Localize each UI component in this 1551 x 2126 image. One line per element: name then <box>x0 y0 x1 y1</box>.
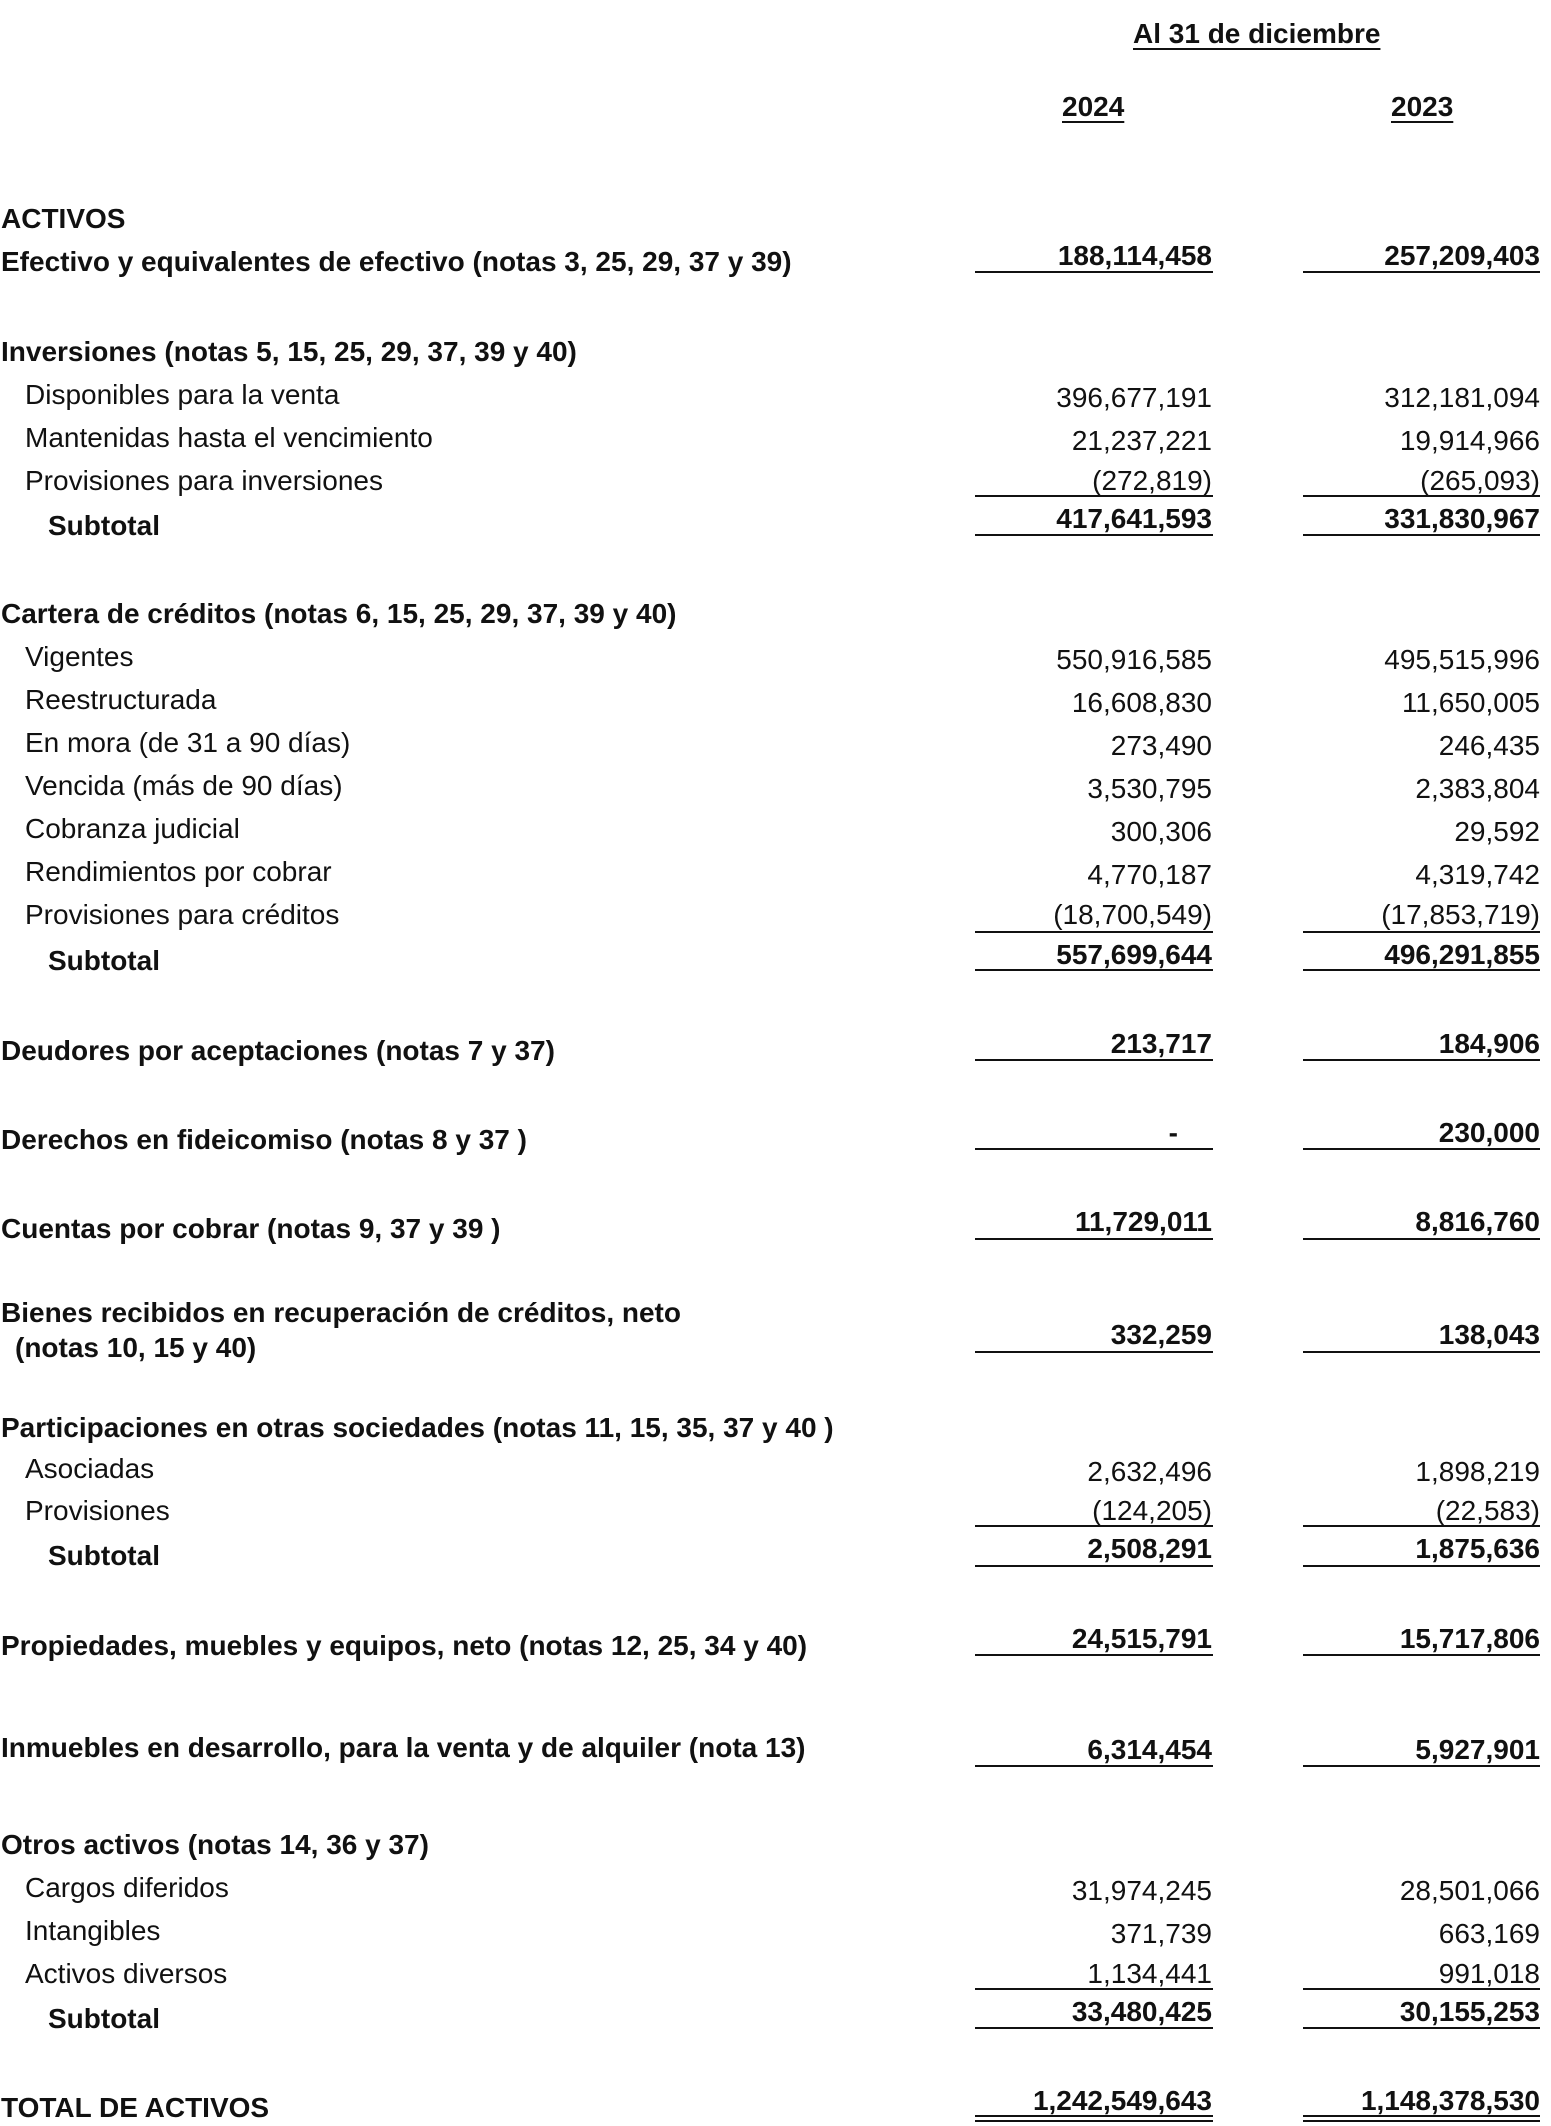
inversiones-item-2023: 312,181,094 <box>1384 382 1540 413</box>
underline <box>1303 1238 1540 1240</box>
underline <box>975 1351 1213 1353</box>
underline <box>1303 1565 1540 1567</box>
inversiones-item-label: Disponibles para la venta <box>25 379 340 410</box>
inversiones-item-label: Mantenidas hasta el vencimiento <box>25 422 433 453</box>
total-2023: 1,148,378,530 <box>1360 2085 1540 2116</box>
underline <box>975 1238 1213 1240</box>
row-efectivo-2023: 257,209,403 <box>1384 240 1540 271</box>
underline <box>975 495 1213 497</box>
underline <box>1303 931 1540 933</box>
underline <box>975 1765 1213 1767</box>
participaciones-item-2024: (124,205) <box>1092 1495 1212 1526</box>
otros-title: Otros activos (notas 14, 36 y 37) <box>1 1829 429 1860</box>
underline <box>1303 1654 1540 1656</box>
row-inmuebles-2024: 6,314,454 <box>1087 1734 1212 1765</box>
inversiones-item-label: Provisiones para inversiones <box>25 465 383 496</box>
underline <box>975 534 1213 536</box>
underline <box>1303 1988 1540 1990</box>
row-deudores-label: Deudores por aceptaciones (notas 7 y 37) <box>1 1035 555 1066</box>
underline <box>1303 1765 1540 1767</box>
participaciones-subtotal-label: Subtotal <box>48 1540 160 1571</box>
cartera-item-2024: 273,490 <box>1110 730 1212 761</box>
row-bienes-2024: 332,259 <box>1110 1319 1212 1350</box>
cartera-subtotal-2024: 557,699,644 <box>1056 939 1212 970</box>
row-cuentas-2023: 8,816,760 <box>1415 1206 1540 1237</box>
underline <box>975 1654 1213 1656</box>
row-bienes-label: Bienes recibidos en recuperación de créditos, neto <box>1 1297 681 1328</box>
cartera-item-label: En mora (de 31 a 90 días) <box>25 727 351 758</box>
participaciones-subtotal-2023: 1,875,636 <box>1415 1533 1540 1564</box>
column-header-2024: 2024 <box>1062 91 1125 122</box>
otros-item-label: Intangibles <box>25 1915 161 1946</box>
row-cuentas-label: Cuentas por cobrar (notas 9, 37 y 39 ) <box>1 1213 501 1244</box>
underline <box>1303 2027 1540 2029</box>
otros-item-2023: 28,501,066 <box>1399 1875 1540 1906</box>
participaciones-item-2024: 2,632,496 <box>1087 1456 1212 1487</box>
cartera-item-2024: 16,608,830 <box>1071 687 1212 718</box>
cartera-subtotal-2023: 496,291,855 <box>1384 939 1540 970</box>
underline <box>975 271 1213 273</box>
inversiones-item-2023: (265,093) <box>1420 465 1540 496</box>
row-inmuebles-label: Inmuebles en desarrollo, para la venta y de alquiler (nota 13) <box>1 1732 806 1763</box>
otros-item-2023: 991,018 <box>1438 1958 1540 1989</box>
cartera-item-label: Provisiones para créditos <box>25 899 340 930</box>
inversiones-title: Inversiones (notas 5, 15, 25, 29, 37, 39 y 40) <box>1 336 577 367</box>
inversiones-item-2023: 19,914,966 <box>1399 425 1540 456</box>
cartera-item-2023: (17,853,719) <box>1381 899 1540 930</box>
cartera-item-2024: (18,700,549) <box>1053 899 1212 930</box>
underline <box>975 931 1213 933</box>
underline <box>975 969 1213 971</box>
row-bienes-label-notes: (notas 10, 15 y 40) <box>15 1332 257 1363</box>
row-propiedades-label: Propiedades, muebles y equipos, neto (notas 12, 25, 34 y 40) <box>1 1630 808 1661</box>
cartera-item-label: Rendimientos por cobrar <box>25 856 332 887</box>
inversiones-subtotal-label: Subtotal <box>48 510 160 541</box>
underline <box>975 1148 1213 1150</box>
cartera-item-label: Cobranza judicial <box>25 813 240 844</box>
total-2024: 1,242,549,643 <box>1032 2085 1212 2116</box>
underline <box>1303 534 1540 536</box>
inversiones-item-2024: 396,677,191 <box>1056 382 1212 413</box>
total-label: TOTAL DE ACTIVOS <box>1 2092 270 2123</box>
participaciones-title: Participaciones en otras sociedades (notas 11, 15, 35, 37 y 40 ) <box>1 1412 834 1443</box>
row-propiedades-2023: 15,717,806 <box>1399 1623 1540 1654</box>
underline <box>1303 1525 1540 1527</box>
cartera-item-label: Reestructurada <box>25 684 217 715</box>
participaciones-item-label: Asociadas <box>25 1453 155 1484</box>
underline <box>975 1988 1213 1990</box>
cartera-item-2023: 246,435 <box>1438 730 1540 761</box>
otros-subtotal-label: Subtotal <box>48 2003 160 2034</box>
cartera-subtotal-label: Subtotal <box>48 945 160 976</box>
inversiones-item-2024: 21,237,221 <box>1071 425 1212 456</box>
cartera-title: Cartera de créditos (notas 6, 15, 25, 29, 37, 39 y 40) <box>1 598 677 629</box>
section-title: ACTIVOS <box>1 203 126 234</box>
cartera-item-2024: 4,770,187 <box>1087 859 1212 890</box>
cartera-item-2023: 11,650,005 <box>1401 687 1540 718</box>
cartera-item-2023: 29,592 <box>1454 816 1540 847</box>
underline <box>975 2027 1213 2029</box>
row-deudores-2024: 213,717 <box>1110 1028 1212 1059</box>
otros-item-2024: 371,739 <box>1110 1918 1212 1949</box>
underline <box>975 1565 1213 1567</box>
cartera-item-2023: 2,383,804 <box>1415 773 1540 804</box>
underline <box>1303 969 1540 971</box>
otros-subtotal-2023: 30,155,253 <box>1399 1996 1540 2027</box>
cartera-item-2023: 495,515,996 <box>1384 644 1540 675</box>
inversiones-subtotal-2023: 331,830,967 <box>1384 503 1540 534</box>
row-propiedades-2024: 24,515,791 <box>1071 1623 1212 1654</box>
underline <box>1303 1059 1540 1061</box>
otros-item-2024: 31,974,245 <box>1071 1875 1212 1906</box>
row-derechos-label: Derechos en fideicomiso (notas 8 y 37 ) <box>1 1124 527 1155</box>
inversiones-subtotal-2024: 417,641,593 <box>1056 503 1212 534</box>
row-cuentas-2024: 11,729,011 <box>1074 1206 1212 1237</box>
underline <box>975 1525 1213 1527</box>
participaciones-item-label: Provisiones <box>25 1495 170 1526</box>
row-inmuebles-2023: 5,927,901 <box>1415 1734 1540 1765</box>
otros-item-2023: 663,169 <box>1438 1918 1540 1949</box>
period-header: Al 31 de diciembre <box>1133 18 1381 49</box>
underline <box>975 1059 1213 1061</box>
row-efectivo-2024: 188,114,458 <box>1057 240 1212 271</box>
column-header-2023: 2023 <box>1391 91 1454 122</box>
cartera-item-2024: 550,916,585 <box>1056 644 1212 675</box>
underline <box>1303 271 1540 273</box>
underline <box>1303 1351 1540 1353</box>
cartera-item-2024: 3,530,795 <box>1087 773 1212 804</box>
underline <box>1303 495 1540 497</box>
participaciones-item-2023: 1,898,219 <box>1415 1456 1540 1487</box>
row-derechos-2024: - <box>1168 1117 1178 1148</box>
cartera-item-2024: 300,306 <box>1110 816 1212 847</box>
double-underline <box>1303 2115 1540 2122</box>
row-bienes-2023: 138,043 <box>1438 1319 1540 1350</box>
participaciones-subtotal-2024: 2,508,291 <box>1087 1533 1212 1564</box>
row-deudores-2023: 184,906 <box>1438 1028 1540 1059</box>
participaciones-item-2023: (22,583) <box>1435 1495 1540 1526</box>
otros-item-2024: 1,134,441 <box>1087 1958 1212 1989</box>
otros-subtotal-2024: 33,480,425 <box>1071 1996 1212 2027</box>
underline <box>1303 1148 1540 1150</box>
cartera-item-label: Vencida (más de 90 días) <box>25 770 343 801</box>
double-underline <box>975 2115 1213 2122</box>
otros-item-label: Cargos diferidos <box>25 1872 229 1903</box>
inversiones-item-2024: (272,819) <box>1092 465 1212 496</box>
otros-item-label: Activos diversos <box>25 1958 228 1989</box>
row-derechos-2023: 230,000 <box>1438 1117 1540 1148</box>
cartera-item-2023: 4,319,742 <box>1415 859 1540 890</box>
row-efectivo-label: Efectivo y equivalentes de efectivo (notas 3, 25, 29, 37 y 39) <box>1 246 792 277</box>
cartera-item-label: Vigentes <box>25 641 134 672</box>
